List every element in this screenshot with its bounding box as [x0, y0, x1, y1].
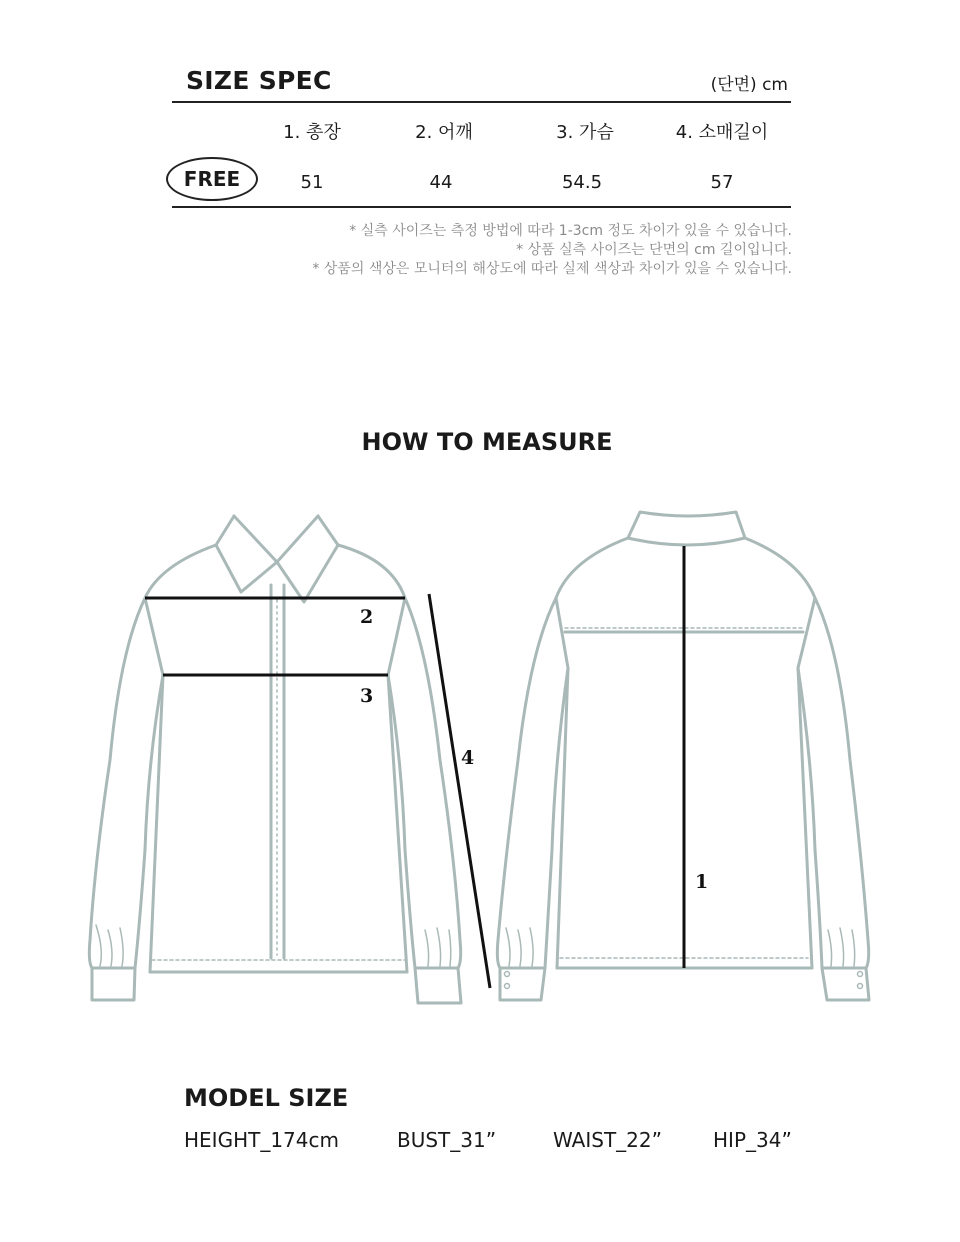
value-chest: 54.5	[561, 172, 603, 193]
model-size-title: MODEL SIZE	[184, 1084, 349, 1112]
table-bottom-rule	[172, 206, 791, 208]
table-top-rule	[172, 101, 791, 103]
value-sleeve: 57	[710, 172, 734, 193]
model-bust: BUST_31”	[397, 1128, 497, 1152]
measurement-diagram	[0, 490, 960, 1020]
chest-label: 3	[360, 685, 374, 707]
size-notes	[180, 222, 792, 279]
note-line: * 상품의 색상은 모니터의 해상도에 따라 실제 색상과 차이가 있을 수 있습니다.	[312, 261, 792, 277]
size-badge-label: FREE	[183, 167, 241, 191]
model-waist: WAIST_22”	[553, 1128, 662, 1152]
model-height: HEIGHT_174cm	[184, 1128, 339, 1152]
column-header-length: 1. 총장	[283, 122, 341, 143]
shirt-front-illustration	[89, 516, 461, 1003]
column-header-chest: 3. 가슴	[556, 122, 614, 143]
column-header-sleeve: 4. 소매길이	[675, 122, 769, 143]
unit-label: (단면) cm	[710, 75, 788, 95]
column-header-shoulder: 2. 어깨	[415, 122, 473, 143]
how-to-measure-title: HOW TO MEASURE	[361, 428, 613, 456]
note-line: * 상품 실측 사이즈는 단면의 cm 길이입니다.	[516, 242, 792, 258]
length-label: 1	[695, 871, 709, 893]
size-spec-title: SIZE SPEC	[186, 66, 332, 95]
sleeve-label: 4	[461, 747, 475, 769]
model-hip: HIP_34”	[713, 1128, 792, 1152]
value-length: 51	[300, 172, 324, 193]
value-shoulder: 44	[429, 172, 453, 193]
shoulder-label: 2	[360, 606, 374, 628]
note-line: * 실측 사이즈는 측정 방법에 따라 1-3cm 정도 차이가 있을 수 있습니다.	[349, 223, 792, 239]
